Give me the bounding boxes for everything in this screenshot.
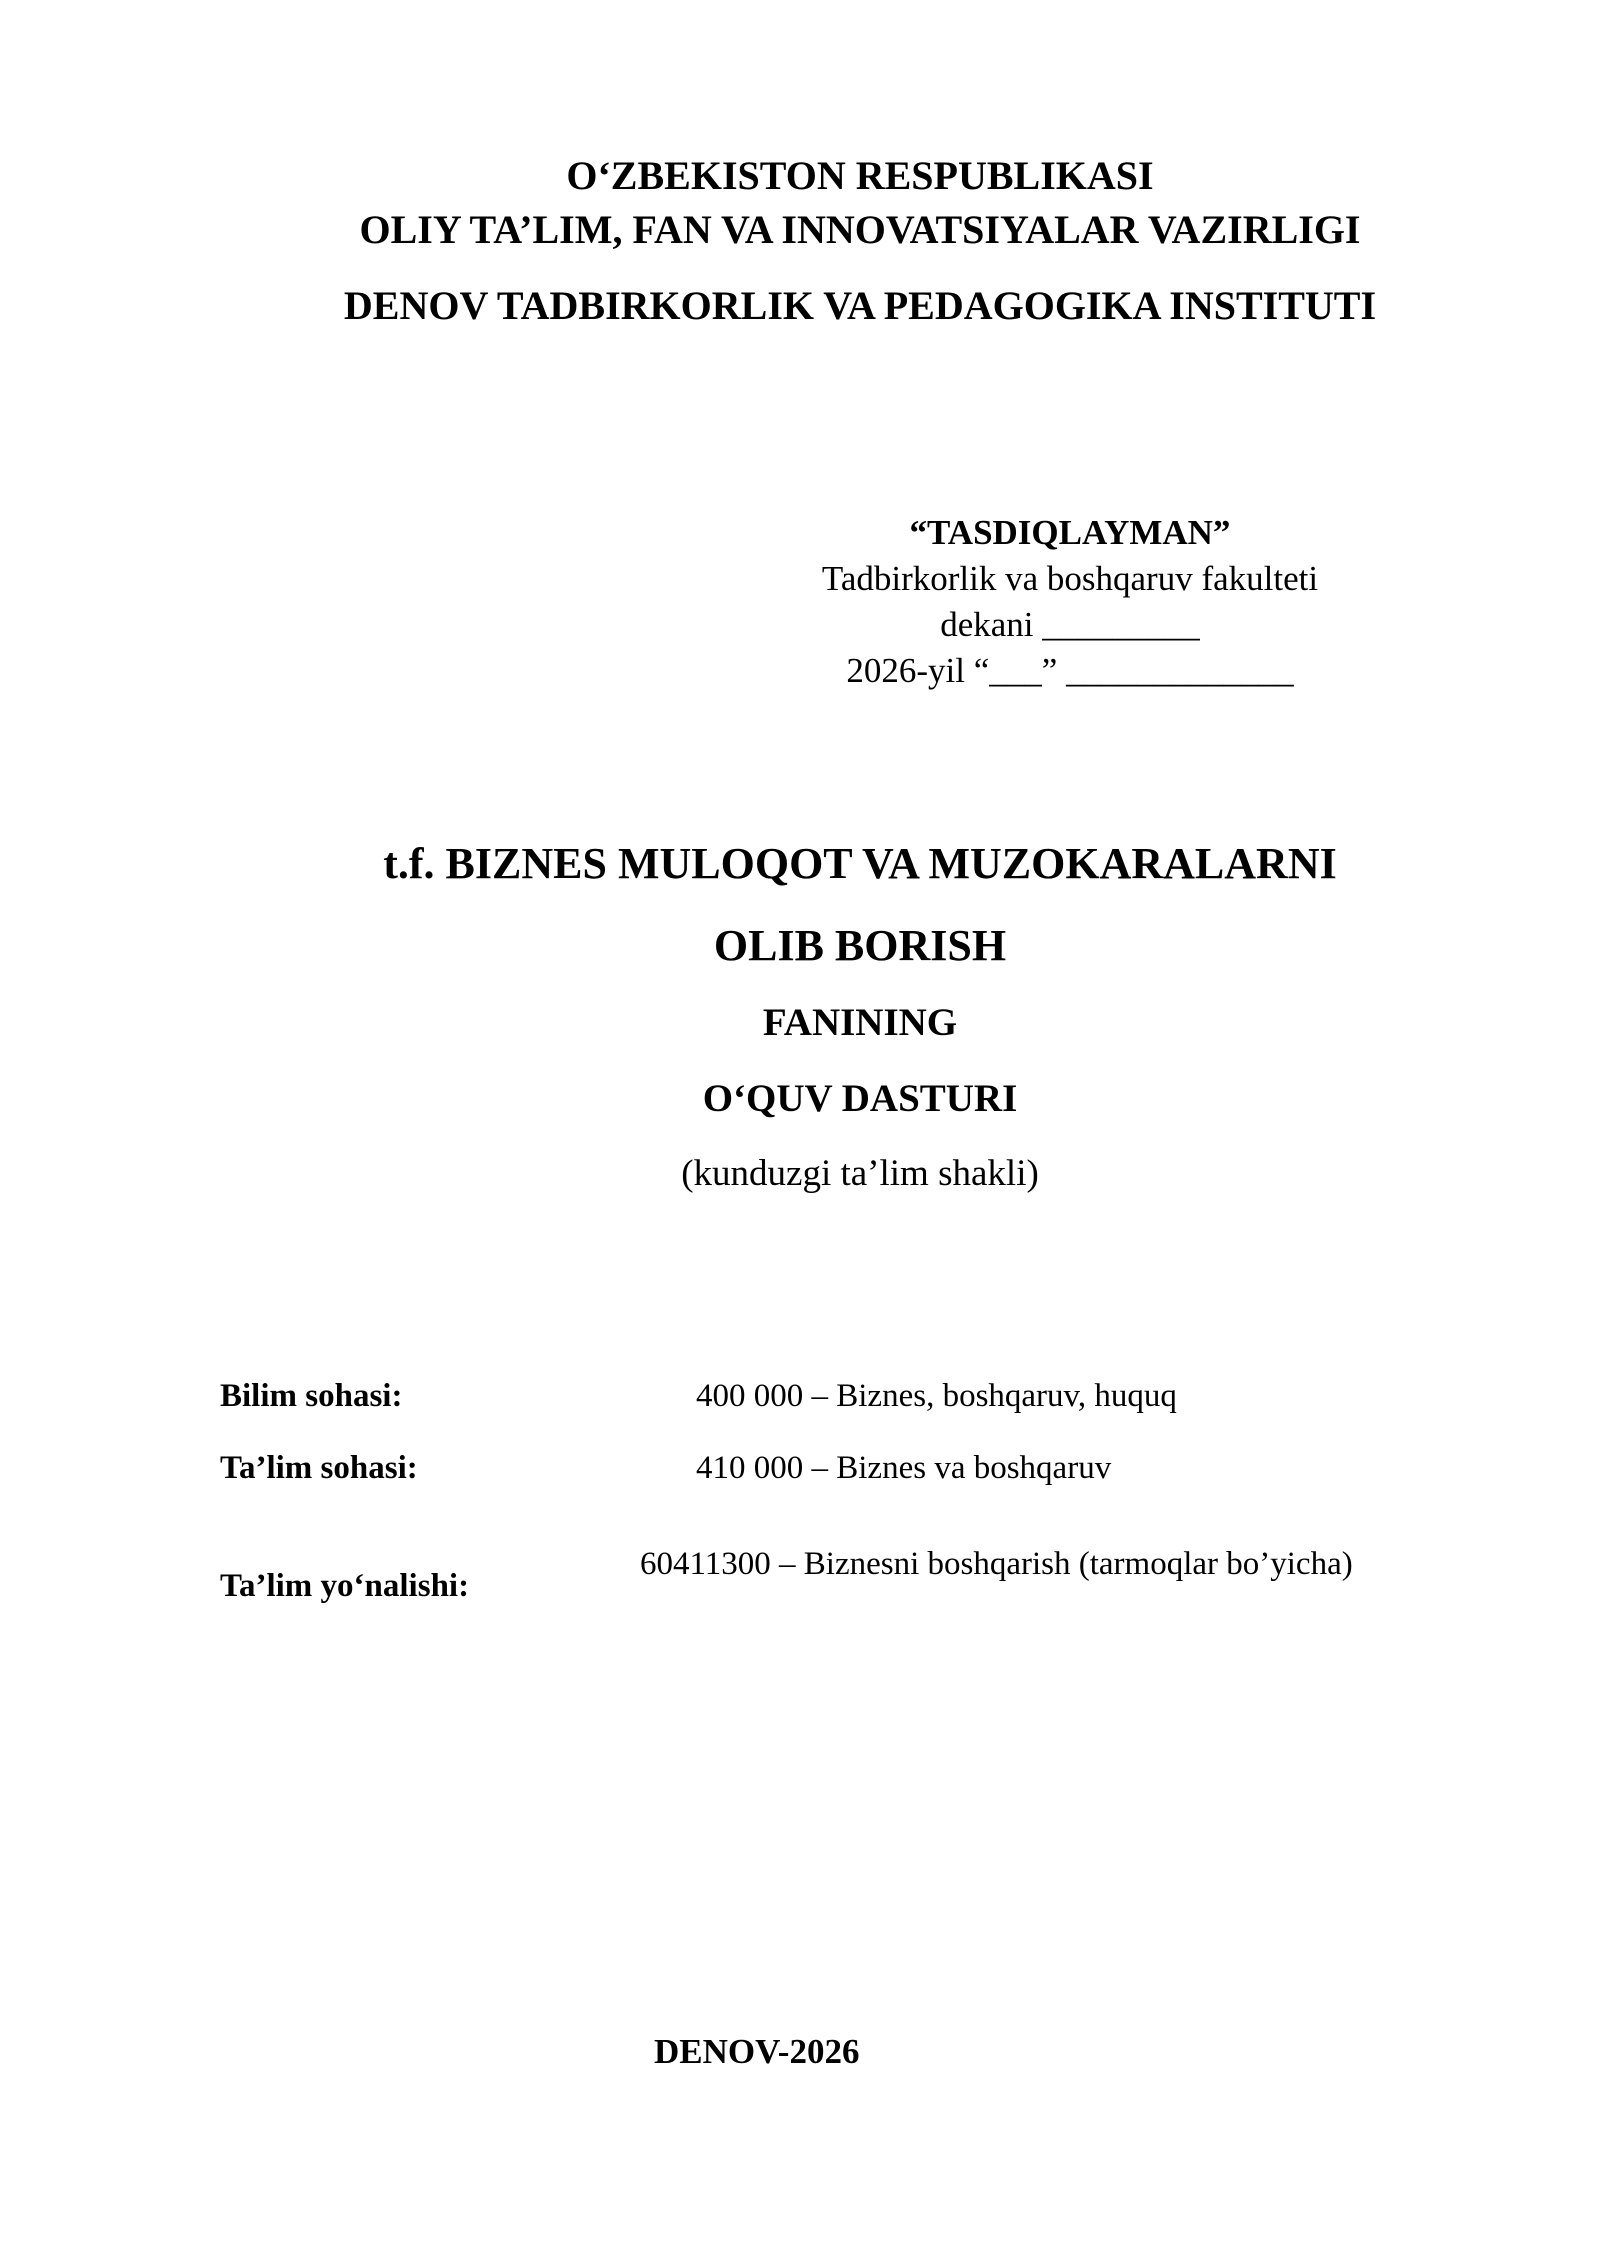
study-form: (kunduzgi ta’lim shakli) [681,1153,1039,1194]
course-title-line4: O‘QUV DASTURI [702,1077,1018,1120]
approval-faculty: Tadbirkorlik va boshqaruv fakulteti [821,559,1319,598]
field-label-education-direction: Ta’lim yo‘nalishi: [220,1568,470,1604]
course-title-line2: OLIB BORISH [713,921,1007,970]
field-value-education-direction: 60411300 – Biznesni boshqarish (tarmoqlar bo’yicha) [640,1546,1353,1582]
approval-block [760,510,1380,694]
field-value-education-area: 410 000 – Biznes va boshqaruv [696,1450,1112,1486]
course-title-line3: FANINING [762,1001,958,1044]
field-label-education-area: Ta’lim sohasi: [220,1450,418,1486]
ministry-country: O‘ZBEKISTON RESPUBLIKASI [566,153,1154,198]
course-title-line1: t.f. BIZNES MULOQOT VA MUZOKARALARNI [383,839,1337,888]
field-value-knowledge-area: 400 000 – Biznes, boshqaruv, huquq [696,1378,1177,1414]
approval-date: 2026-yil “___” _____________ [846,651,1294,690]
approval-dean-signature: dekani _________ [940,605,1200,644]
field-label-knowledge-area: Bilim sohasi: [220,1378,403,1414]
ministry-name: OLIY TA’LIM, FAN VA INNOVATSIYALAR VAZIRLIGI [359,207,1361,252]
place-year: DENOV-2026 [654,2032,860,2071]
approval-heading: “TASDIQLAYMAN” [909,513,1231,552]
institute-name: DENOV TADBIRKORLIK VA PEDAGOGIKA INSTITUTI [343,283,1377,328]
